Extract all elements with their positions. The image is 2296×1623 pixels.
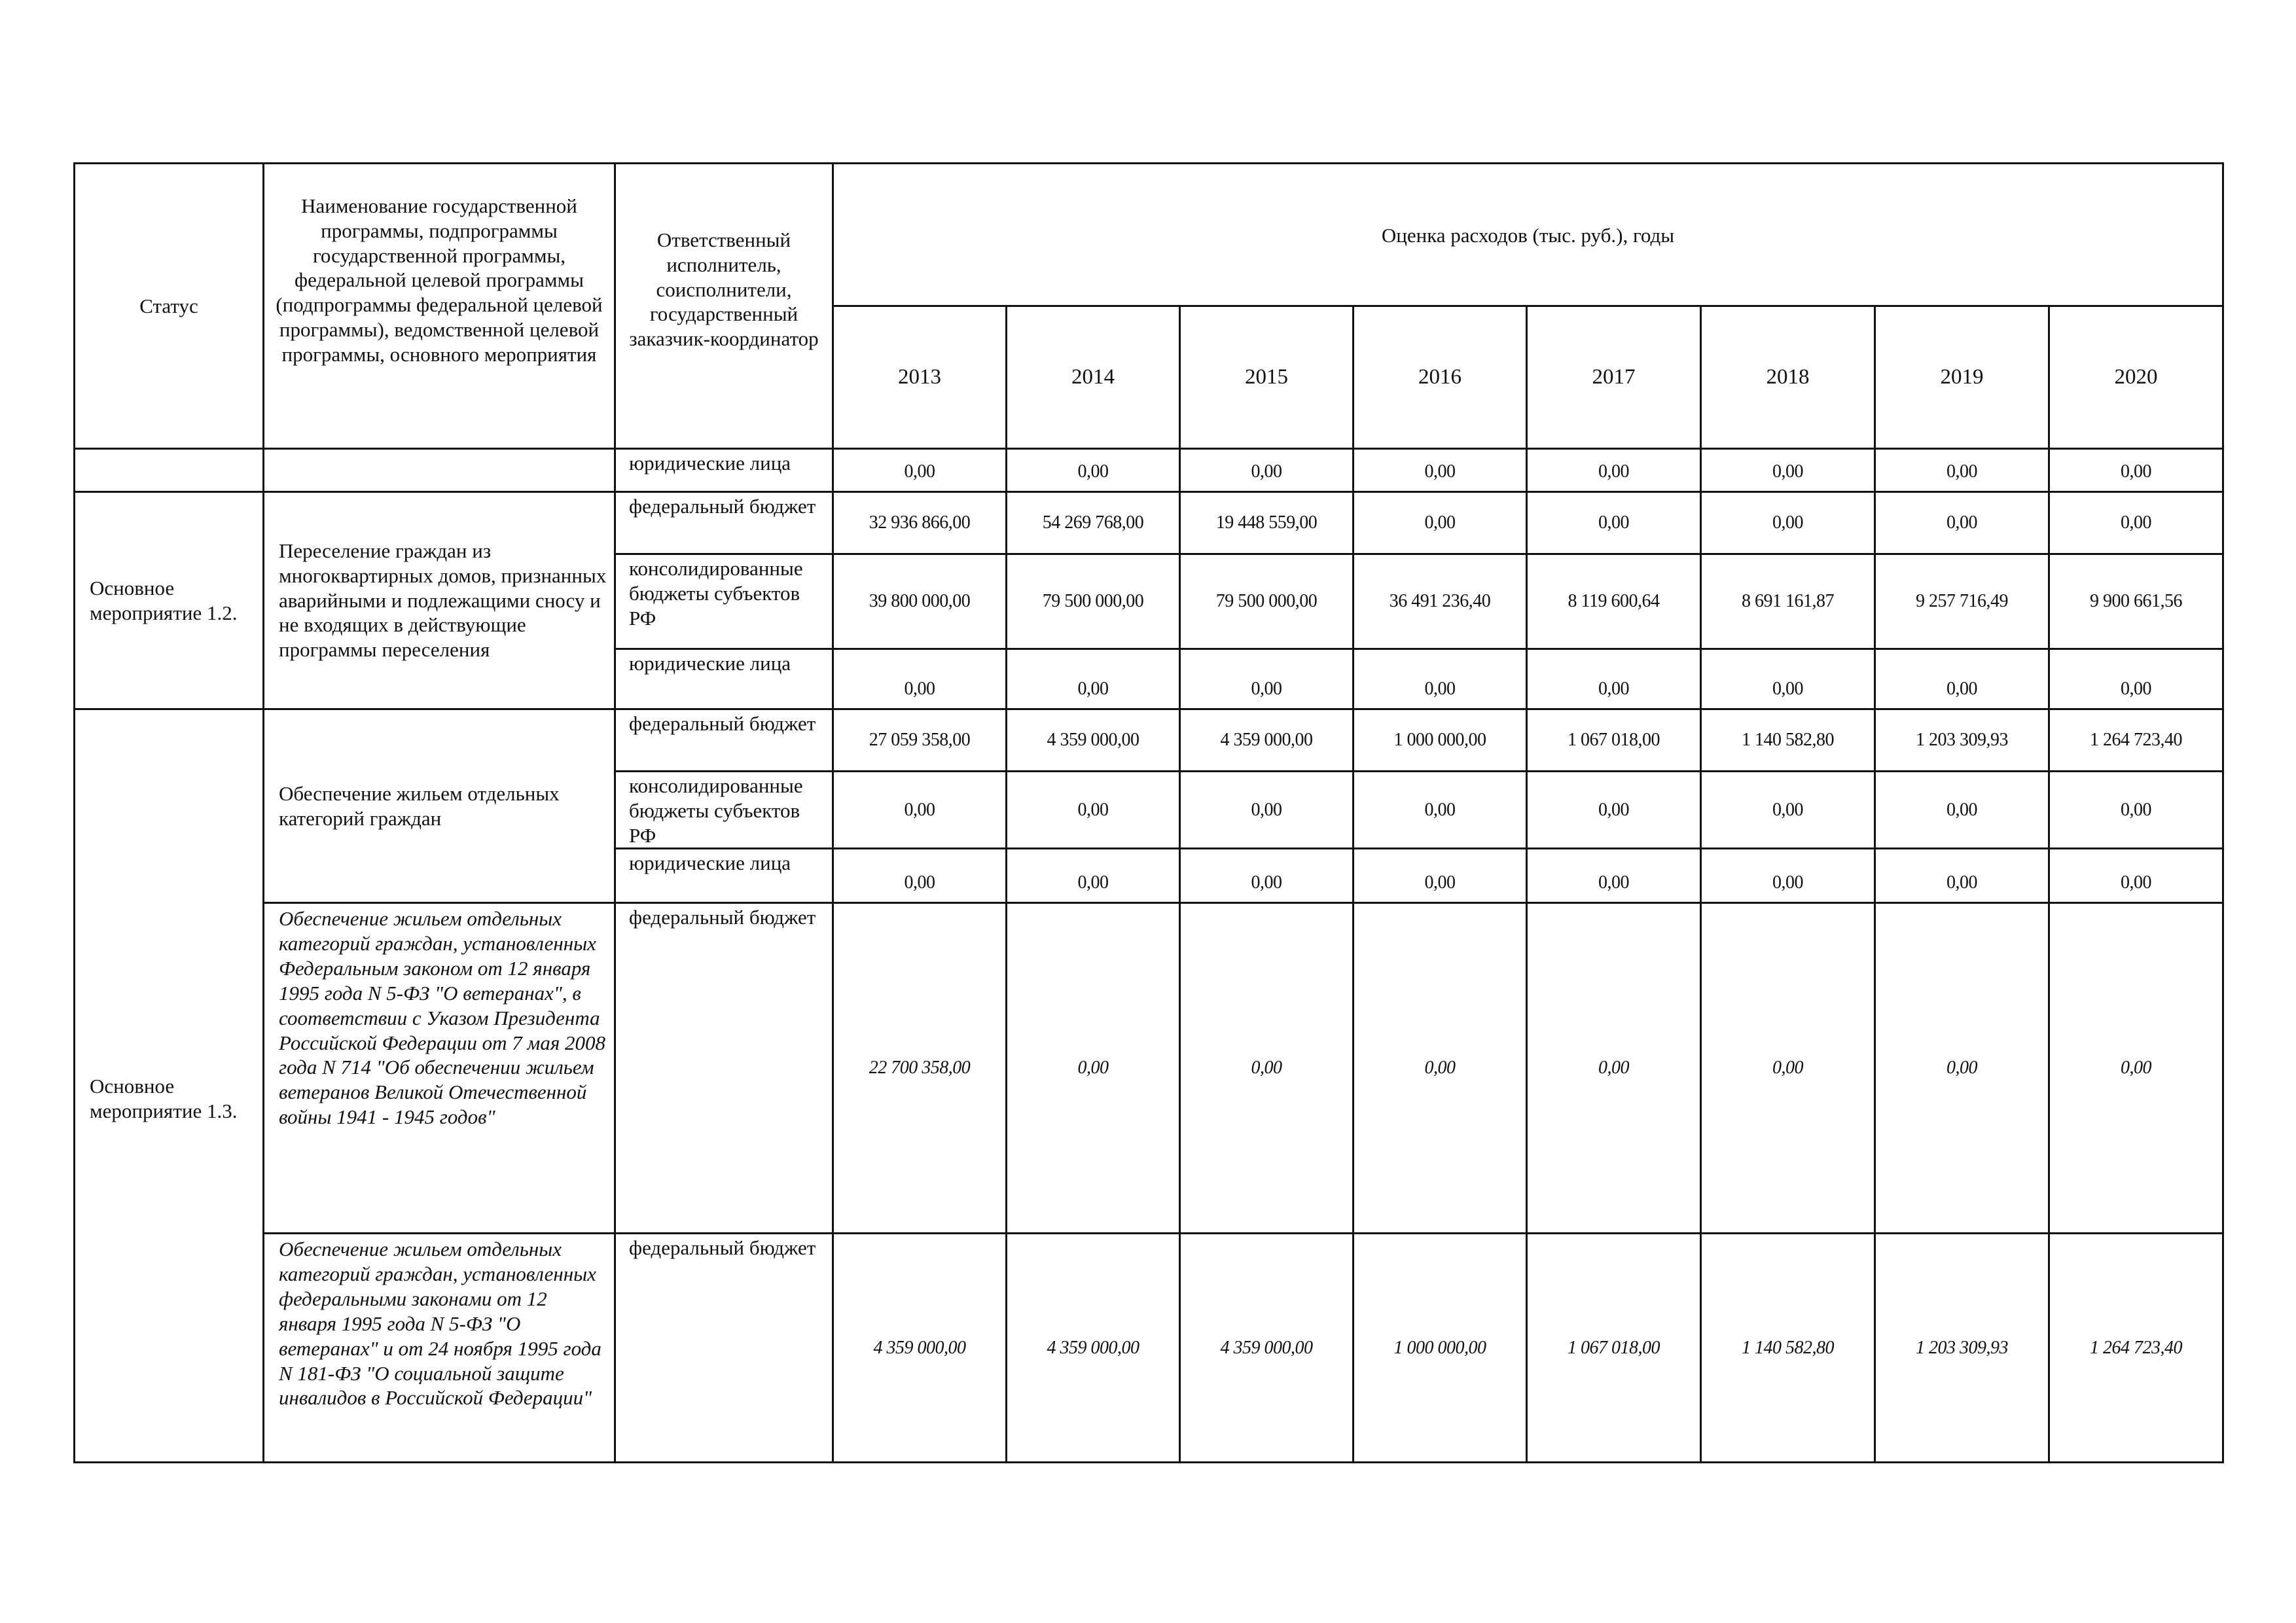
header-status: Статус <box>75 164 264 449</box>
funding-source: федеральный бюджет <box>615 492 833 554</box>
program-name: Переселение граждан из многоквартирных домов, признанных аварийными и подлежащими сносу и не входящих в действующие программы переселения <box>264 492 615 709</box>
value-cell: 0,00 <box>1007 649 1180 709</box>
status-cell-empty <box>75 449 264 492</box>
funding-source: консолидированные бюджеты субъектов РФ <box>615 772 833 849</box>
value-cell: 22 700 358,00 <box>833 903 1007 1234</box>
value-cell: 32 936 866,00 <box>833 492 1007 554</box>
value-cell: 0,00 <box>1875 649 2049 709</box>
value-cell: 4 359 000,00 <box>1007 709 1180 772</box>
program-name: Обеспечение жильем отдельных категорий граждан <box>264 709 615 903</box>
value-cell: 1 203 309,93 <box>1875 1234 2049 1463</box>
value-cell: 0,00 <box>1875 492 2049 554</box>
value-cell: 0,00 <box>2049 649 2223 709</box>
table-row <box>75 492 2223 554</box>
value-cell: 0,00 <box>1354 849 1527 903</box>
funding-source: юридические лица <box>615 849 833 903</box>
header-responsible: Ответственный исполнитель, соисполнители, государственный заказчик-координатор <box>615 164 833 449</box>
value-cell: 36 491 236,40 <box>1354 554 1527 649</box>
table-row <box>75 903 2223 1234</box>
value-cell: 0,00 <box>833 649 1007 709</box>
value-cell: 0,00 <box>833 449 1007 492</box>
funding-source: федеральный бюджет <box>615 1234 833 1463</box>
value-cell: 0,00 <box>1007 449 1180 492</box>
header-year: 2015 <box>1180 306 1354 449</box>
header-year: 2013 <box>833 306 1007 449</box>
value-cell: 79 500 000,00 <box>1007 554 1180 649</box>
name-cell-empty <box>264 449 615 492</box>
value-cell: 0,00 <box>1701 492 1875 554</box>
value-cell: 1 000 000,00 <box>1354 1234 1527 1463</box>
value-cell: 0,00 <box>2049 772 2223 849</box>
value-cell: 0,00 <box>1527 772 1701 849</box>
value-cell: 0,00 <box>1180 449 1354 492</box>
value-cell: 0,00 <box>1354 772 1527 849</box>
subprogram-name: Обеспечение жильем отдельных категорий граждан, установленных федеральными законами от 12 января 1995 года N 5-ФЗ "О ветеранах" и от 24 ноября 1995 года N 181-ФЗ "О социальной защите инвалидов в Российской Федерации" <box>264 1234 615 1463</box>
value-cell: 0,00 <box>1701 649 1875 709</box>
value-cell: 1 203 309,93 <box>1875 709 2049 772</box>
table-row <box>75 1234 2223 1463</box>
value-cell: 0,00 <box>1007 849 1180 903</box>
funding-source: федеральный бюджет <box>615 709 833 772</box>
value-cell: 0,00 <box>1180 772 1354 849</box>
value-cell: 9 900 661,56 <box>2049 554 2223 649</box>
funding-source: федеральный бюджет <box>615 903 833 1234</box>
value-cell: 1 264 723,40 <box>2049 1234 2223 1463</box>
value-cell: 0,00 <box>833 772 1007 849</box>
value-cell: 1 067 018,00 <box>1527 1234 1701 1463</box>
value-cell: 4 359 000,00 <box>1180 709 1354 772</box>
value-cell: 0,00 <box>1875 772 2049 849</box>
subprogram-name: Обеспечение жильем отдельных категорий граждан, установленных Федеральным законом от 12 января 1995 года N 5-ФЗ "О ветеранах", в соответствии с Указом Президента Российской Федерации от 7 мая 2008 года N 714 "Об обеспечении жильем ветеранов Великой Отечественной войны 1941 - 1945 годов" <box>264 903 615 1234</box>
value-cell: 0,00 <box>2049 449 2223 492</box>
value-cell: 0,00 <box>1701 849 1875 903</box>
value-cell: 1 000 000,00 <box>1354 709 1527 772</box>
funding-source: юридические лица <box>615 649 833 709</box>
value-cell: 0,00 <box>1527 649 1701 709</box>
value-cell: 4 359 000,00 <box>1007 1234 1180 1463</box>
table-row <box>75 709 2223 772</box>
table-row <box>75 449 2223 492</box>
value-cell: 4 359 000,00 <box>1180 1234 1354 1463</box>
expenditure-table <box>73 162 2224 1463</box>
header-year: 2018 <box>1701 306 1875 449</box>
value-cell: 1 067 018,00 <box>1527 709 1701 772</box>
value-cell: 0,00 <box>1180 649 1354 709</box>
value-cell: 0,00 <box>1180 903 1354 1234</box>
value-cell: 0,00 <box>1354 903 1527 1234</box>
value-cell: 0,00 <box>1354 449 1527 492</box>
value-cell: 8 691 161,87 <box>1701 554 1875 649</box>
value-cell: 0,00 <box>1527 492 1701 554</box>
header-estimate: Оценка расходов (тыс. руб.), годы <box>833 164 2223 306</box>
value-cell: 0,00 <box>1354 649 1527 709</box>
value-cell: 0,00 <box>1875 903 2049 1234</box>
value-cell: 1 140 582,80 <box>1701 709 1875 772</box>
value-cell: 0,00 <box>1701 903 1875 1234</box>
header-year: 2017 <box>1527 306 1701 449</box>
value-cell: 79 500 000,00 <box>1180 554 1354 649</box>
value-cell: 0,00 <box>1354 492 1527 554</box>
funding-source: консолидированные бюджеты субъектов РФ <box>615 554 833 649</box>
value-cell: 0,00 <box>1527 903 1701 1234</box>
funding-source: юридические лица <box>615 449 833 492</box>
value-cell: 0,00 <box>1527 449 1701 492</box>
value-cell: 0,00 <box>2049 903 2223 1234</box>
value-cell: 0,00 <box>1701 449 1875 492</box>
value-cell: 4 359 000,00 <box>833 1234 1007 1463</box>
value-cell: 8 119 600,64 <box>1527 554 1701 649</box>
value-cell: 0,00 <box>2049 849 2223 903</box>
header-year: 2014 <box>1007 306 1180 449</box>
value-cell: 27 059 358,00 <box>833 709 1007 772</box>
value-cell: 19 448 559,00 <box>1180 492 1354 554</box>
value-cell: 0,00 <box>1007 903 1180 1234</box>
value-cell: 9 257 716,49 <box>1875 554 2049 649</box>
value-cell: 0,00 <box>1701 772 1875 849</box>
value-cell: 1 140 582,80 <box>1701 1234 1875 1463</box>
header-name: Наименование государственной программы, подпрограммы государственной программы, федеральной целевой программы (подпрограммы федеральной целевой программы), ведомственной целевой программы, основного мероприятия <box>264 164 615 449</box>
value-cell: 0,00 <box>833 849 1007 903</box>
value-cell: 54 269 768,00 <box>1007 492 1180 554</box>
value-cell: 0,00 <box>1875 849 2049 903</box>
header-year: 2016 <box>1354 306 1527 449</box>
value-cell: 0,00 <box>2049 492 2223 554</box>
status-cell: Основное мероприятие 1.3. <box>75 709 264 1463</box>
value-cell: 0,00 <box>1527 849 1701 903</box>
header-year: 2020 <box>2049 306 2223 449</box>
header-year: 2019 <box>1875 306 2049 449</box>
status-cell: Основное мероприятие 1.2. <box>75 492 264 709</box>
value-cell: 1 264 723,40 <box>2049 709 2223 772</box>
value-cell: 0,00 <box>1180 849 1354 903</box>
value-cell: 0,00 <box>1875 449 2049 492</box>
value-cell: 0,00 <box>1007 772 1180 849</box>
value-cell: 39 800 000,00 <box>833 554 1007 649</box>
